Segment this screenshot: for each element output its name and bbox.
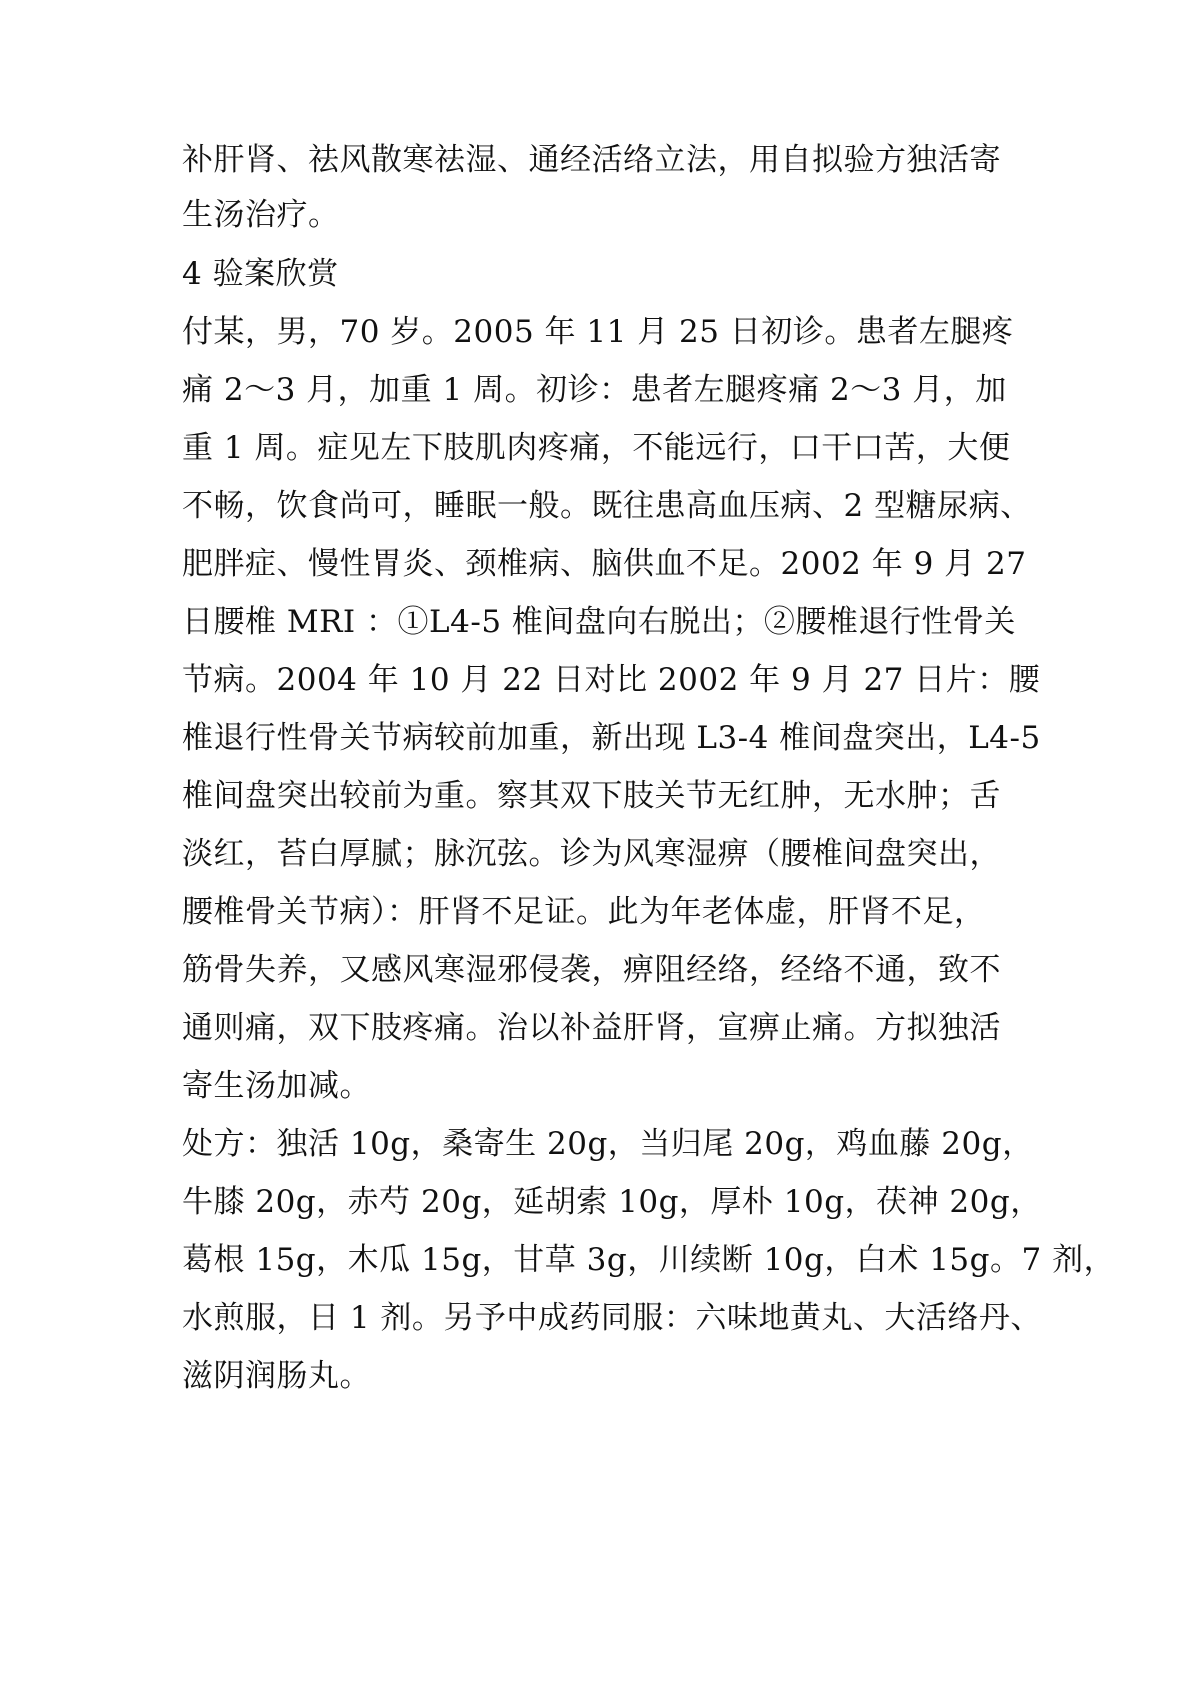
text-line-12: 椎间盘突出较前为重。察其双下肢关节无红肿，无水肿；舌 bbox=[182, 778, 1001, 814]
text-line-5: 痛 2～3 月，加重 1 周。初诊：患者左腿疼痛 2～3 月，加 bbox=[182, 372, 1007, 408]
text-line-2: 生汤治疗。 bbox=[182, 197, 340, 233]
prescription-line-4: 水煎服，日 1 剂。另予中成药同服：六味地黄丸、大活络丹、 bbox=[182, 1300, 1042, 1336]
text-line-15: 筋骨失养，又感风寒湿邪侵袭，痹阻经络，经络不通，致不 bbox=[182, 952, 1001, 988]
prescription-line-2: 牛膝 20g，赤芍 20g，延胡索 10g，厚朴 10g，茯神 20g， bbox=[182, 1184, 1042, 1220]
prescription-line-5: 滋阴润肠丸。 bbox=[182, 1358, 371, 1394]
text-line-16: 通则痛，双下肢疼痛。治以补益肝肾，宣痹止痛。方拟独活 bbox=[182, 1010, 1001, 1046]
text-line-14: 腰椎骨关节病）：肝肾不足证。此为年老体虚，肝肾不足， bbox=[182, 894, 986, 930]
text-line-1: 补肝肾、祛风散寒祛湿、通经活络立法，用自拟验方独活寄 bbox=[182, 142, 1001, 178]
text-line-4: 付某，男，70 岁。2005 年 11 月 25 日初诊。患者左腿疼 bbox=[182, 314, 1014, 350]
text-line-7: 不畅，饮食尚可，睡眠一般。既往患高血压病、2 型糖尿病、 bbox=[182, 488, 1032, 524]
text-line-17: 寄生汤加减。 bbox=[182, 1068, 371, 1104]
text-line-9: 日腰椎 MRI ：①L4-5 椎间盘向右脱出；②腰椎退行性骨关 bbox=[182, 604, 1016, 640]
text-line-10: 节病。2004 年 10 月 22 日对比 2002 年 9 月 27 日片：腰 bbox=[182, 662, 1041, 698]
text-line-13: 淡红，苔白厚腻；脉沉弦。诊为风寒湿痹（腰椎间盘突出， bbox=[182, 836, 1001, 872]
text-line-8: 肥胖症、慢性胃炎、颈椎病、脑供血不足。2002 年 9 月 27 bbox=[182, 546, 1027, 582]
section-heading: 4 验案欣赏 bbox=[182, 256, 339, 292]
prescription-line-3: 葛根 15g，木瓜 15g，甘草 3g，川续断 10g，白术 15g。7 剂， bbox=[182, 1242, 1116, 1278]
text-line-11: 椎退行性骨关节病较前加重，新出现 L3-4 椎间盘突出，L4-5 bbox=[182, 720, 1041, 756]
prescription-line-1: 处方：独活 10g，桑寄生 20g，当归尾 20g，鸡血藤 20g， bbox=[182, 1126, 1034, 1162]
text-line-6: 重 1 周。症见左下肢肌肉疼痛，不能远行，口干口苦，大便 bbox=[182, 430, 1011, 466]
